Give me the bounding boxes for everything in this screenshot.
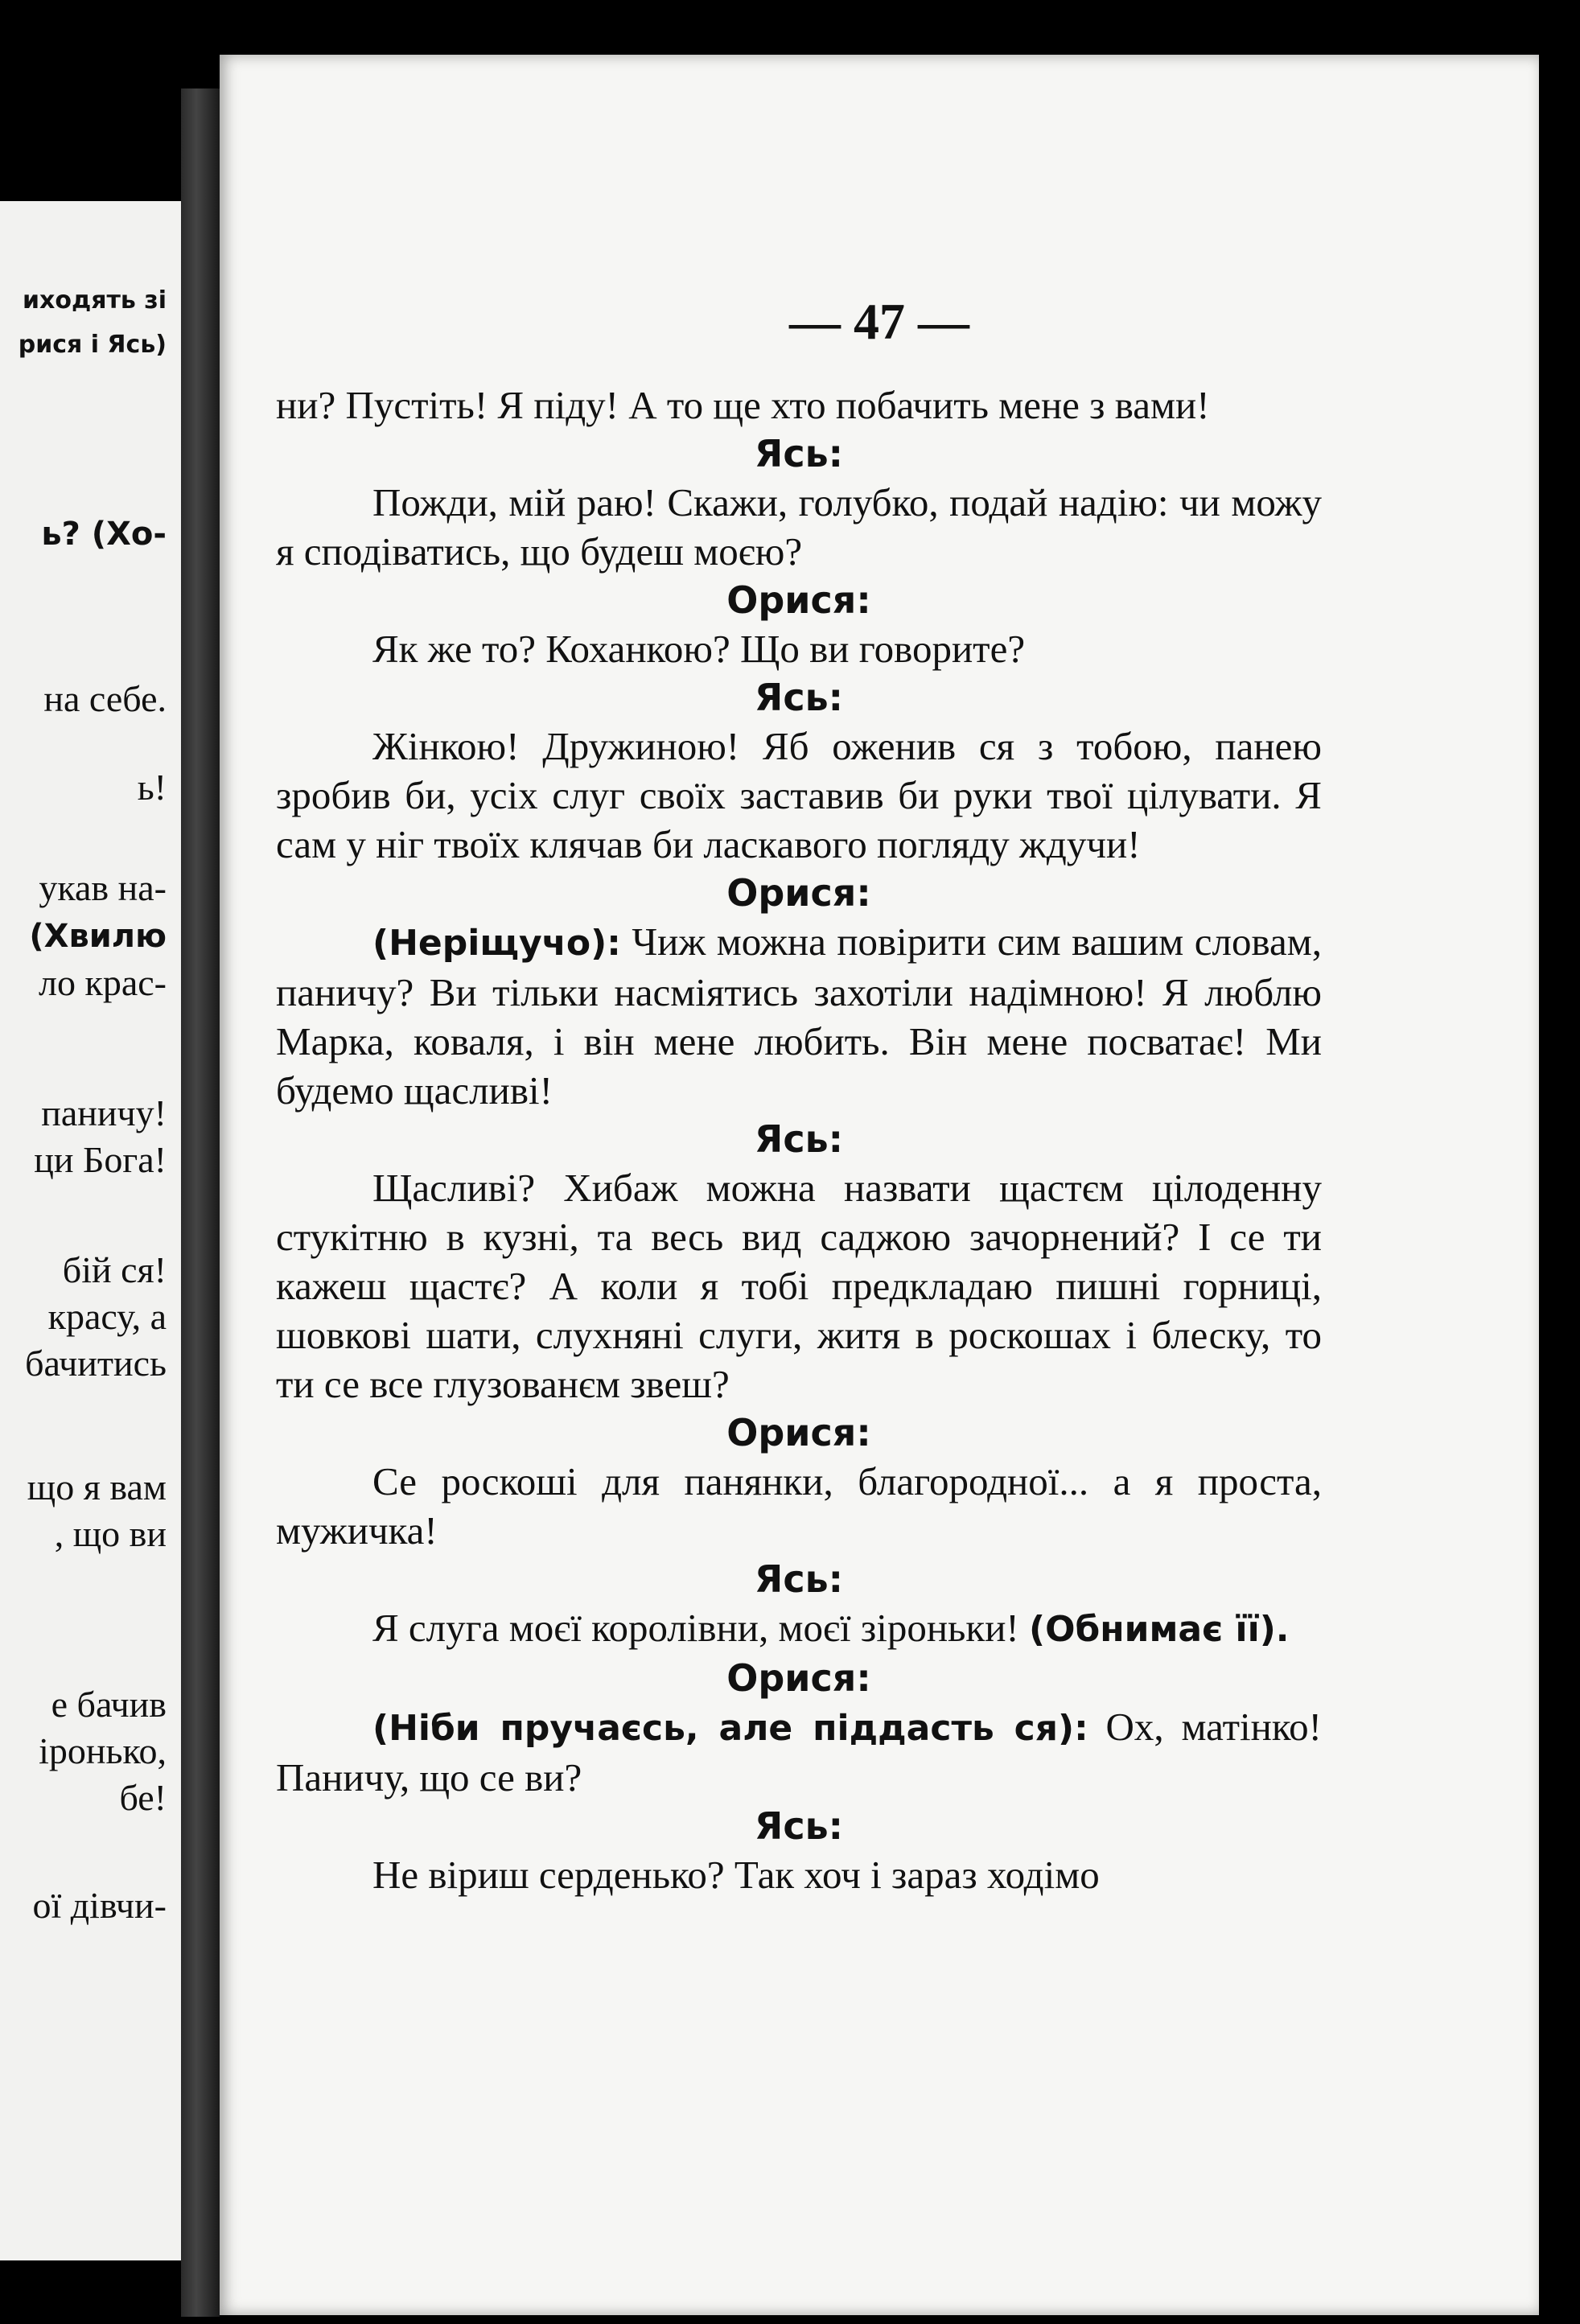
left-line: що я вам: [27, 1466, 167, 1508]
paragraph: [276, 1702, 1322, 1802]
left-line: на себе.: [43, 678, 167, 719]
left-line: красу, а: [47, 1296, 167, 1337]
paragraph: [276, 1603, 1322, 1654]
speaker-name: Орися:: [726, 871, 871, 915]
stage-direction: (Ніби пручаєсь, але піддасть ся):: [372, 1708, 1088, 1749]
left-line: иходять зі: [23, 286, 167, 315]
left-line: ої дівчи-: [32, 1885, 167, 1926]
speaker-name: Ясь:: [754, 1117, 844, 1161]
paragraph: Як же то? Коханкою? Що ви говорите?: [372, 627, 1026, 671]
left-line: паничу!: [41, 1092, 167, 1133]
left-line: іронько,: [39, 1730, 167, 1771]
left-line: ци Бога!: [34, 1139, 167, 1180]
paragraph: Се роскоші для панянки, благородної... а я проста, мужичка!: [276, 1459, 1322, 1553]
speaker-name: Ясь:: [754, 1557, 844, 1601]
paragraph-text: Ох, матінко! Паничу, що се ви?: [276, 1705, 1322, 1800]
paragraph: Щасливі? Хибаж можна назвати щастєм цілоденну стукітню в кузні, та весь вид саджою зачорнений? І се ти кажеш щастє? А коли я тобі предкладаю пишні горниці, шовкові шати, слухняні слуги, житя в роскошах і блеску, то ти се все глузованєм звеш?: [276, 1166, 1322, 1406]
left-line: бачитись: [25, 1343, 167, 1384]
stage-direction: (Неріщучо):: [372, 923, 621, 964]
speaker-name: Орися:: [726, 1656, 871, 1700]
left-line: рися і Ясь): [18, 331, 167, 359]
left-line: ь? (Хо-: [41, 516, 167, 553]
stage-direction: (Обнимає її).: [1029, 1609, 1290, 1650]
book-gutter: [181, 88, 220, 2317]
speaker-name: Орися:: [726, 1411, 871, 1454]
speaker-name: Ясь:: [754, 1804, 844, 1848]
paragraph: Жінкою! Дружиною! Яб оженив ся з тобою, панею зробив би, усіх слуг своїх заставив би руки твої цілувати. Я сам у ніг твоїх клячав би ласкавого погляду ждучи!: [276, 724, 1322, 866]
left-line: е бачив: [51, 1684, 167, 1725]
paragraph-text: Чиж можна повірити сим вашим словам, паничу? Ви тільки насміятись захотіли надімною! Я люблю Марка, коваля, і він мене любить. Він мене посватає! Ми будемо щасливі!: [276, 919, 1322, 1113]
left-line: ь!: [137, 767, 167, 808]
left-line: (Хвилю: [29, 918, 167, 955]
left-facing-page: [0, 201, 181, 2260]
speaker-name: Орися:: [726, 578, 871, 622]
left-line: бе!: [119, 1777, 167, 1818]
page-number: — 47 —: [789, 293, 969, 350]
left-line: бій ся!: [62, 1249, 167, 1290]
paragraph: Пожди, мій раю! Скажи, голубко, подай надію: чи можу я сподіватись, що будеш моєю?: [276, 480, 1322, 574]
page-text-block: [276, 380, 1322, 1899]
paragraph: [276, 917, 1322, 1115]
speaker-name: Ясь:: [754, 432, 844, 475]
right-page: [220, 55, 1539, 2315]
paragraph: Не віриш серденько? Так хоч і зараз ходімо: [372, 1853, 1100, 1897]
left-line: , що ви: [54, 1513, 167, 1554]
speaker-name: Ясь:: [754, 676, 844, 719]
paragraph-text: Я слуга моєї королівни, моєї зіроньки!: [372, 1606, 1029, 1650]
paragraph: ни? Пустіть! Я піду! А то ще хто побачить мене з вами!: [276, 383, 1210, 427]
left-line: ло крас-: [39, 962, 167, 1003]
left-line: укав на-: [39, 867, 167, 908]
